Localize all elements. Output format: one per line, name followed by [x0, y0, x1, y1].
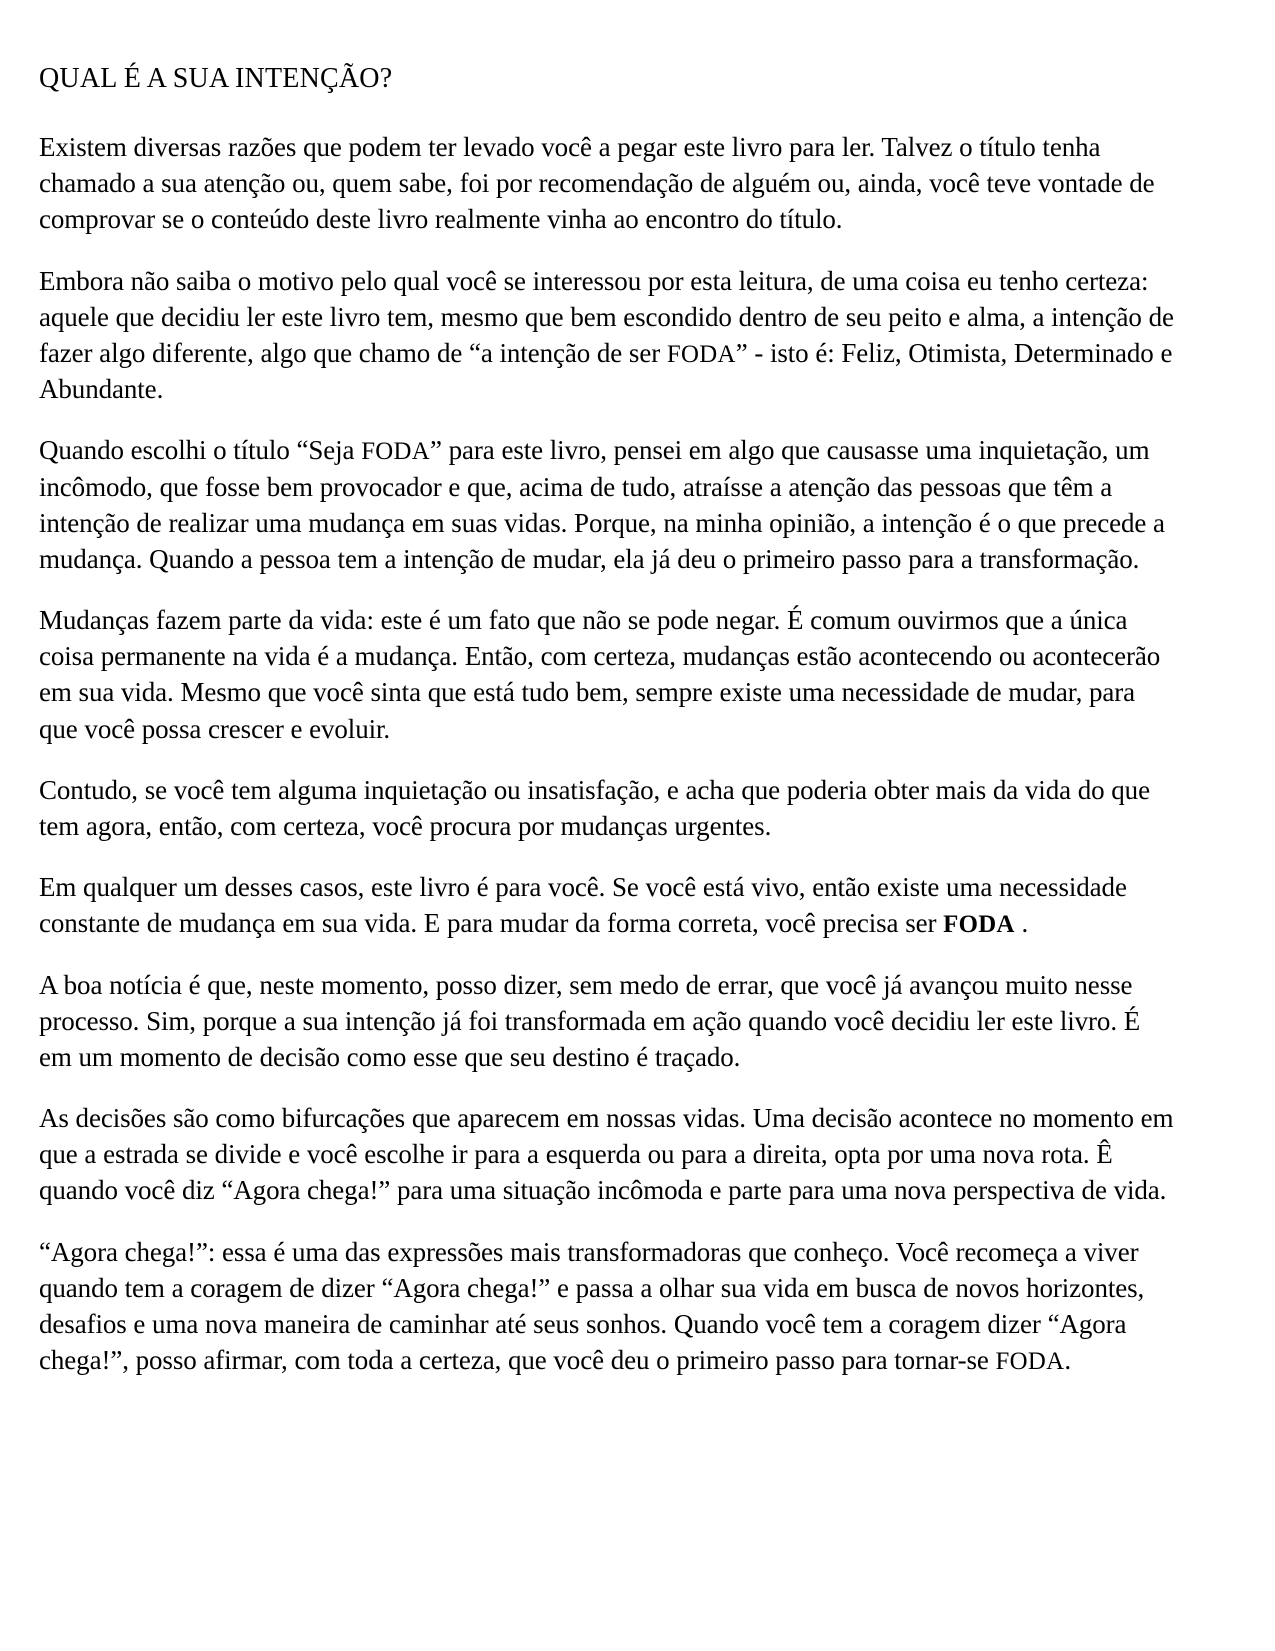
- paragraph-2-text-b: ” - isto é: Feliz, Otimista, Determinado e Abundante.: [39, 337, 1173, 405]
- foda-small-caps: FODA: [361, 438, 430, 466]
- paragraph-9-text-b: .: [1064, 1345, 1072, 1376]
- paragraph-6-text-a: Em qualquer um desses casos, este livro é para você. Se você está vivo, então existe uma necessidade constante de mudança em sua vida. E para mudar da forma correta, você precisa ser: [39, 872, 1127, 939]
- paragraph-8: As decisões são como bifurcações que aparecem em nossas vidas. Uma decisão acontece no momento em que a estrada se divide e você escolhe ir para a esquerda ou para a direita, opta por uma nova rota. Ê quando você diz “Agora chega!” para uma situação incômoda e parte para uma nova perspectiva de vida.: [39, 1103, 1174, 1206]
- paragraph-3: [39, 432, 1176, 577]
- foda-small-caps-bold: FODA: [943, 911, 1015, 939]
- paragraph-3-text-a: Quando escolhi o título “Seja: [39, 435, 362, 466]
- foda-small-caps: FODA: [995, 1348, 1065, 1376]
- paragraph-5: Contudo, se você tem alguma inquietação ou insatisfação, e acha que poderia obter mais da vida do que tem agora, então, com certeza, você procura por mudanças urgentes.: [39, 774, 1150, 841]
- document-body: [39, 129, 1176, 1378]
- paragraph-9-text-a: “Agora chega!”: essa é uma das expressões mais transformadoras que conheço. Você recomeça a viver quando tem a coragem de dizer “Agora chega!” e passa a olhar sua vida em busca de novos horizontes, desafios e uma nova maneira de caminhar até seus sonhos. Quando você tem a coragem dizer “Agora chega!”, posso afirmar, com toda a certeza, que você deu o primeiro passo para tornar-se: [39, 1236, 1145, 1376]
- paragraph-3-text-b: ” para este livro, pensei em algo que causasse uma inquietação, um incômodo, que fosse bem provocador e que, acima de tudo, atraísse a atenção das pessoas que têm a intenção de realizar uma mudança em suas vidas. Porque, na minha opinião, a intenção é o que precede a mudança. Quando a pessoa tem a intenção de mudar, ela já deu o primeiro passo para a transformação.: [39, 435, 1165, 574]
- foda-small-caps: FODA: [666, 340, 736, 368]
- paragraph-2: [39, 263, 1176, 408]
- paragraph-9: [39, 1234, 1176, 1379]
- page-title: QUAL É A SUA INTENÇÃO?: [39, 63, 393, 94]
- paragraph-6: [39, 869, 1176, 941]
- paragraph-7: A boa notícia é que, neste momento, posso dizer, sem medo de errar, que você já avançou muito nesse processo. Sim, porque a sua intenção já foi transformada em ação quando você decidiu ler este livro. É em um momento de decisão como esse que seu destino é traçado.: [39, 969, 1141, 1072]
- paragraph-1: Existem diversas razões que podem ter levado você a pegar este livro para ler. Talvez o título tenha chamado a sua atenção ou, quem sabe, foi por recomendação de alguém ou, ainda, você teve vontade de comprovar se o conteúdo deste livro realmente vinha ao encontro do título.: [39, 132, 1155, 235]
- paragraph-6-text-b: .: [1014, 908, 1029, 939]
- paragraph-4: Mudanças fazem parte da vida: este é um fato que não se pode negar. É comum ouvirmos que a única coisa permanente na vida é a mudança. Então, com certeza, mudanças estão acontecendo ou acontecerão em sua vida. Mesmo que você sinta que está tudo bem, sempre existe uma necessidade de mudar, para que você possa crescer e evoluir.: [39, 605, 1161, 744]
- paragraph-2-text-a: Embora não saiba o motivo pelo qual você se interessou por esta leitura, de uma coisa eu tenho certeza: aquele que decidiu ler este livro tem, mesmo que bem escondido dentro de seu peito e alma, a intenção de fazer algo diferente, algo que chamo de “a intenção de ser: [39, 265, 1174, 368]
